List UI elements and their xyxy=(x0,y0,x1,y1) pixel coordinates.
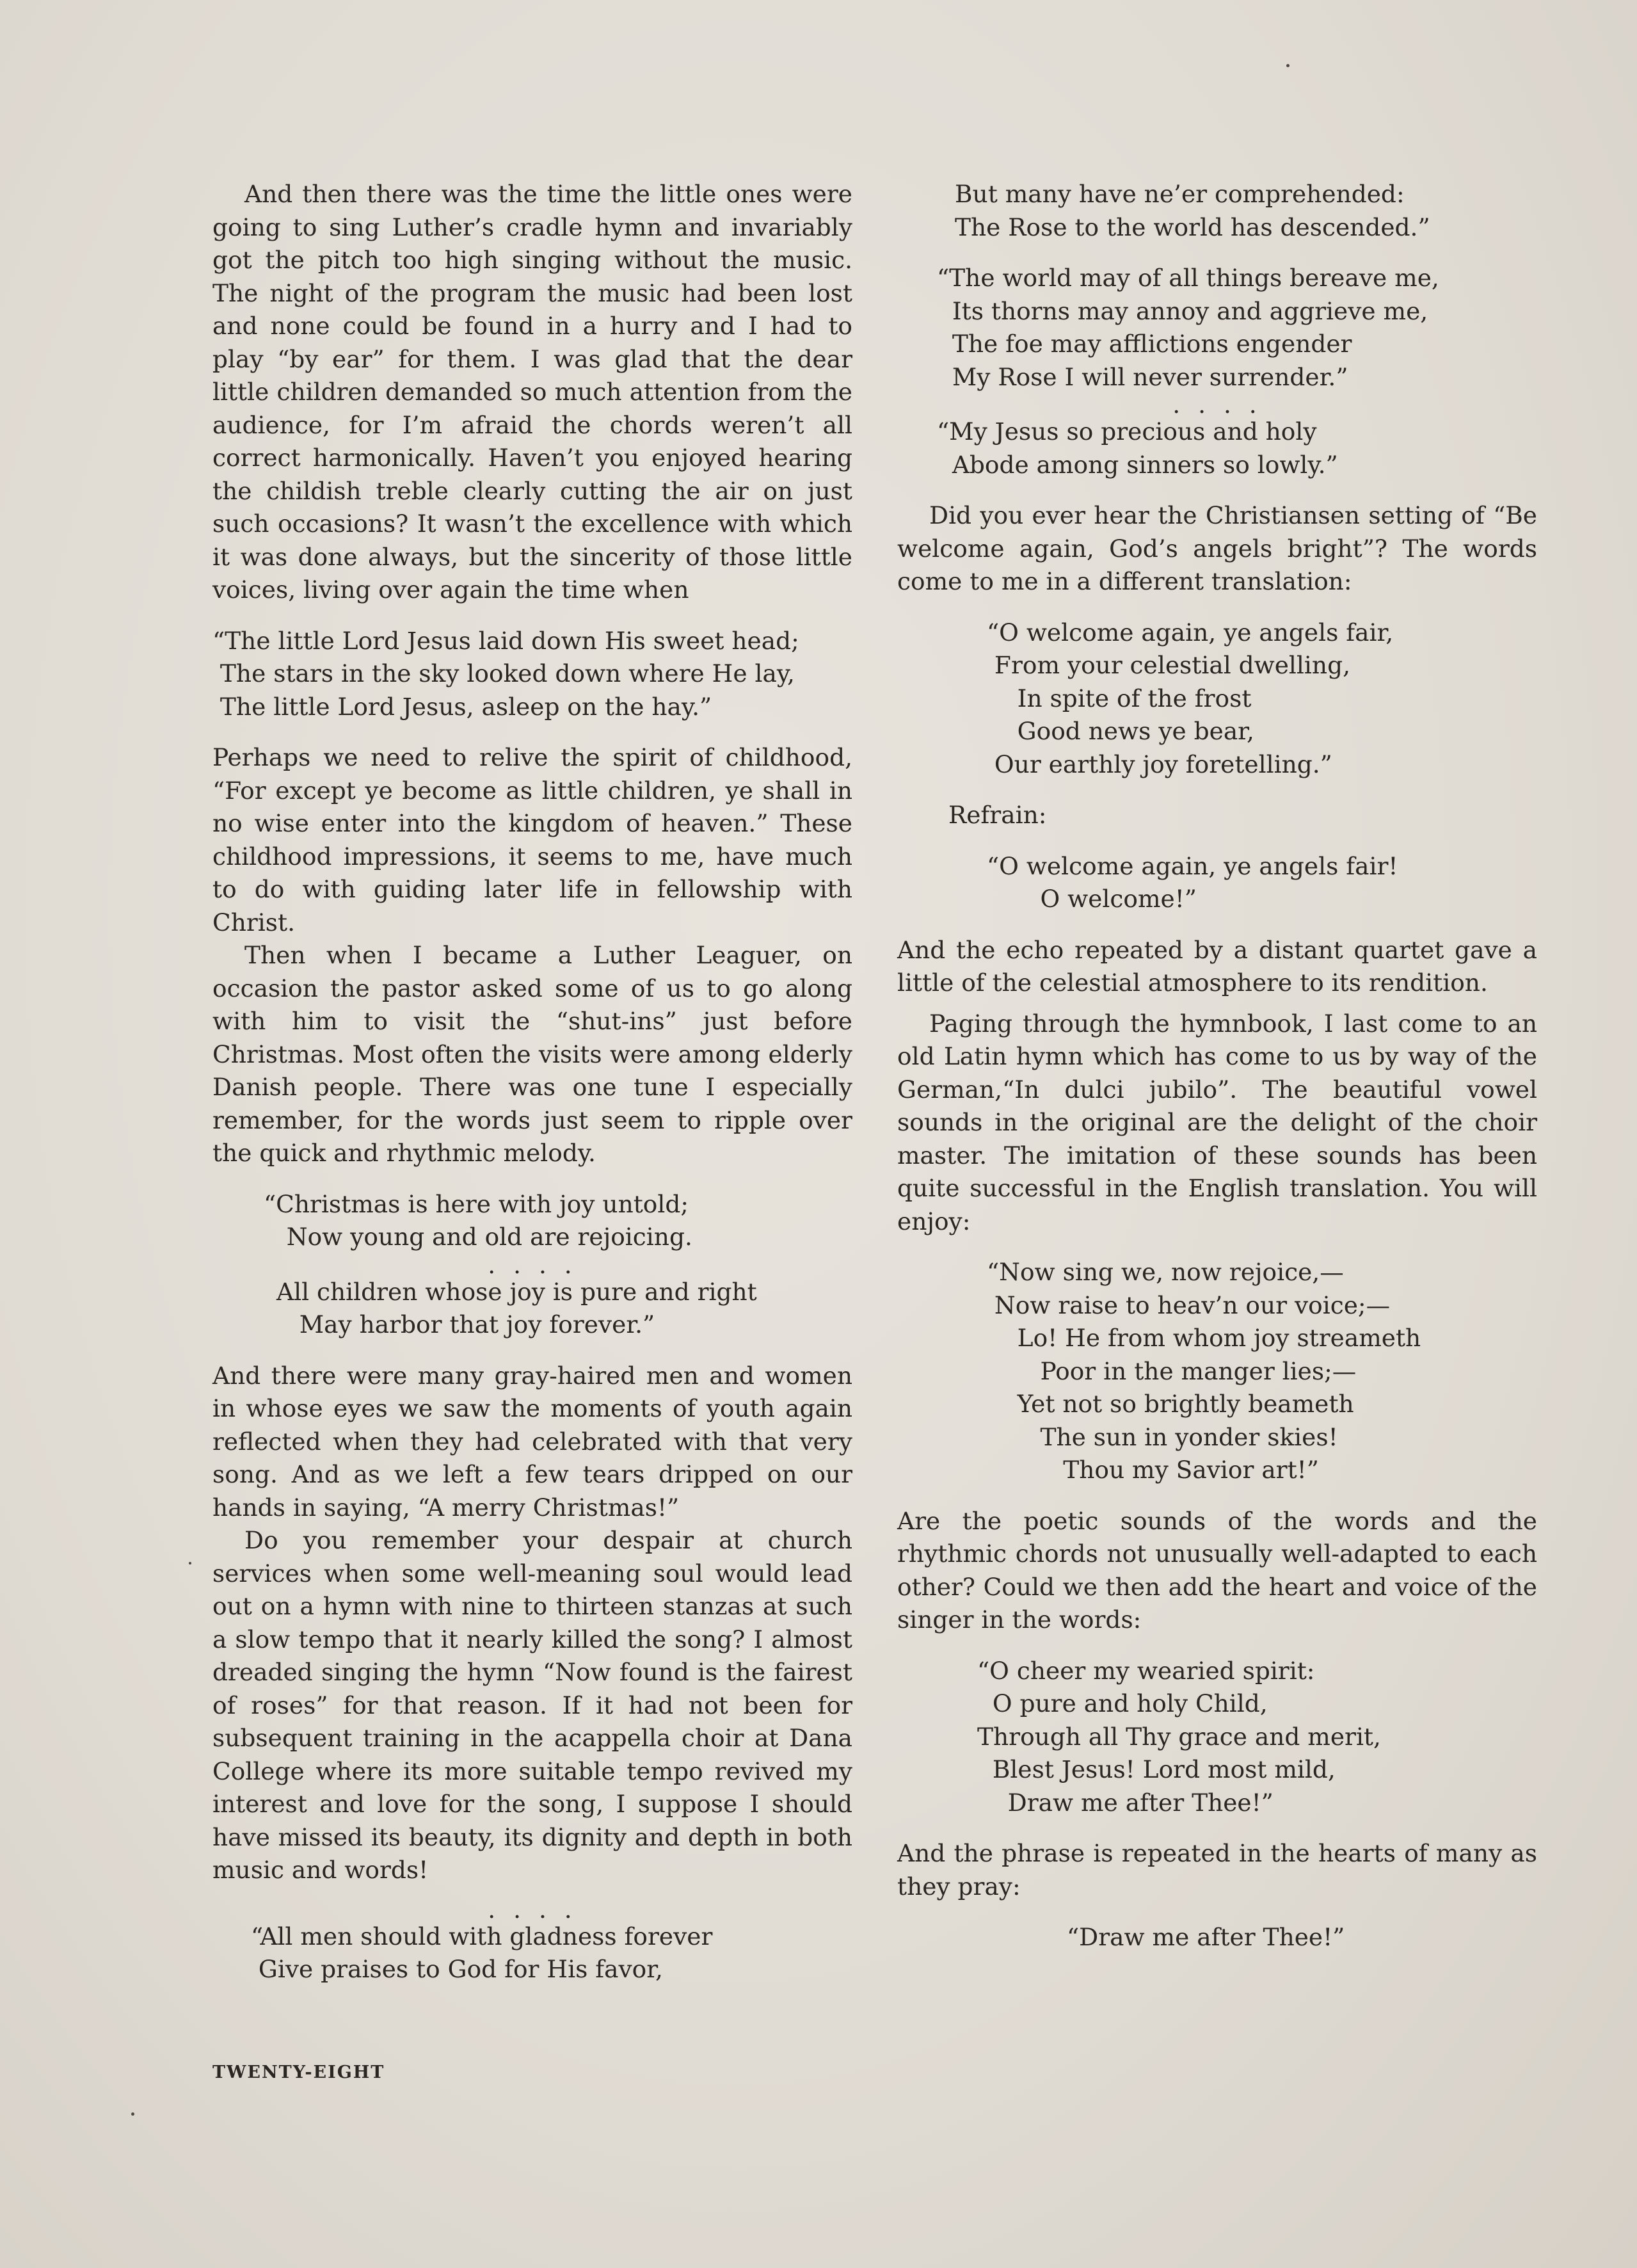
verse-line: Abode among sinners so lowly.” xyxy=(937,450,1338,479)
verse-line: “The little Lord Jesus laid down His sweet head; xyxy=(212,626,799,655)
verse-line: But many have ne’er comprehended: xyxy=(955,180,1405,208)
verse-line: “O welcome again, ye angels fair, xyxy=(987,618,1394,647)
verse-fairest-of-roses xyxy=(251,1895,852,1986)
verse-line: The sun in yonder skies! xyxy=(987,1422,1338,1451)
verse-line: Now young and old are rejoicing. xyxy=(264,1223,692,1251)
verse-refrain xyxy=(987,850,1537,916)
paragraph: And the phrase is repeated in the hearts of many as they pray: xyxy=(897,1839,1537,1901)
verse-line: The Rose to the world has descended.” xyxy=(955,213,1430,241)
paragraph: And there were many gray-haired men and women in whose eyes we saw the moments of youth again reflected when they had celebrated with that very song. And as we left a few tears dripped on our hands in saying, “A merry Christmas!” xyxy=(212,1361,852,1522)
verse-line: Our earthly joy foretelling.” xyxy=(987,750,1332,778)
paragraph: And then there was the time the little ones were going to sing Luther’s cradle hymn and invariably got the pitch too high singing without the music. The night of the program the music had been lost and none could be found in a hurry and I had to play “by ear” for them. I was glad that the dear little children demanded so much attention from the audience, for I’m afraid the chords weren’t all correct harmonically. Haven’t you enjoyed hearing the childish treble clearly cutting the air on just such occasions? It wasn’t the excellence with which it was done always, but the sincerity of those little voices, living over again the time when xyxy=(212,180,852,604)
verse-christmas-is-here xyxy=(264,1188,852,1342)
left-column xyxy=(212,178,852,1986)
verse-line: “Now sing we, now rejoice,— xyxy=(987,1258,1344,1286)
paper-speck xyxy=(131,2112,134,2116)
page-number-footer: TWENTY-EIGHT xyxy=(212,2063,385,2082)
verse-line: In spite of the frost xyxy=(987,684,1252,712)
paragraph: Are the poetic sounds of the words and the rhythmic chords not unusually well-adapted to each other? Could we then add the heart and voice of the singer in the words: xyxy=(897,1506,1537,1634)
verse-line: “O welcome again, ye angels fair! xyxy=(987,851,1398,880)
verse-rose-continued xyxy=(955,178,1537,244)
verse-draw-me xyxy=(1067,1921,1537,1954)
verse-line: From your celestial dwelling, xyxy=(987,651,1350,679)
verse-line: “All men should with gladness forever xyxy=(251,1922,713,1950)
paper-speck xyxy=(189,1562,191,1564)
verse-cradle-hymn xyxy=(212,625,852,724)
verse-line: Yet not so brightly beameth xyxy=(987,1390,1354,1418)
paragraph: Paging through the hymnbook, I last come to an old Latin hymn which has come to us by way of the German,“In dulci jubilo”. The beautiful vowel sounds in the original are the delight of the choir master. The imitation of these sounds has been quite successful in the English translation. You will enjoy: xyxy=(897,1009,1537,1235)
verse-line: Draw me after Thee!” xyxy=(977,1788,1274,1817)
right-column xyxy=(897,178,1537,1954)
verse-welcome-again xyxy=(987,616,1537,782)
paragraph: Did you ever hear the Christiansen setting of “Be welcome again, God’s angels bright”? The words come to me in a different translation: xyxy=(897,501,1537,595)
verse-line: O welcome!” xyxy=(987,885,1197,913)
verse-line: Good news ye bear, xyxy=(987,717,1254,745)
paragraph: And the echo repeated by a distant quartet gave a little of the celestial atmosphere to its rendition. xyxy=(897,935,1537,997)
paragraph: Then when I became a Luther Leaguer, on occasion the pastor asked some of us to go along with him to visit the “shut-ins” just before Christmas. Most often the visits were among elderly Danish people. There was one tune I especially remember, for the words just seem to ripple over the quick and rhythmic melody. xyxy=(212,941,852,1167)
paragraph: Perhaps we need to relive the spirit of childhood, “For except ye become as little children, ye shall in no wise enter into the kingdom of heaven.” These childhood impressions, it seems to me, have much to do with guiding later life in fellowship with Christ. xyxy=(212,743,852,937)
verse-in-dulci-jubilo xyxy=(987,1256,1537,1487)
verse-line: Give praises to God for His favor, xyxy=(251,1955,663,1983)
ellipsis-separator: . . . . xyxy=(488,1895,577,1924)
verse-line: Lo! He from whom joy streameth xyxy=(987,1324,1421,1352)
verse-line: Thou my Savior art!” xyxy=(987,1456,1319,1484)
verse-line: “The world may of all things bereave me, xyxy=(937,264,1439,292)
verse-line: May harbor that joy forever.” xyxy=(276,1310,655,1339)
ellipsis-separator: . . . . xyxy=(1172,390,1262,419)
verse-line: “Christmas is here with joy untold; xyxy=(264,1189,689,1218)
paper-speck xyxy=(1286,64,1290,67)
verse-line: Now raise to heav’n our voice;— xyxy=(987,1291,1391,1319)
verse-line: “Draw me after Thee!” xyxy=(1067,1923,1345,1951)
verse-line: O pure and holy Child, xyxy=(977,1689,1268,1717)
verse-line: “My Jesus so precious and holy xyxy=(937,417,1317,446)
verse-line: The foe may afflictions engender xyxy=(937,330,1352,358)
paragraph: Do you remember your despair at church services when some well-meaning soul would lead out on a hymn with nine to thirteen stanzas at such a slow tempo that it nearly killed the song? I almost dreaded singing the hymn “Now found is the fairest of roses” for that reason. If it had not been for subsequent training in the acappella choir at Dana College where its more suitable tempo revived my interest and love for the song, I suppose I should have missed its beauty, its dignity and depth in both music and words! xyxy=(212,1526,852,1884)
verse-line: The stars in the sky looked down where He lay, xyxy=(212,659,795,688)
verse-my-jesus xyxy=(937,415,1537,481)
ellipsis-separator: . . . . xyxy=(488,1250,577,1279)
verse-line: Blest Jesus! Lord most mild, xyxy=(977,1755,1336,1783)
verse-world-may-bereave xyxy=(937,262,1537,419)
refrain-label: Refrain: xyxy=(948,801,1047,829)
verse-line: My Rose I will never surrender.” xyxy=(937,362,1348,391)
verse-line: All children whose joy is pure and right xyxy=(276,1277,757,1306)
verse-line: Poor in the manger lies;— xyxy=(987,1356,1357,1385)
verse-line: Through all Thy grace and merit, xyxy=(977,1722,1381,1751)
verse-cheer-my-spirit xyxy=(977,1655,1537,1820)
verse-line: Its thorns may annoy and aggrieve me, xyxy=(937,296,1428,325)
verse-line: The little Lord Jesus, asleep on the hay.” xyxy=(212,692,712,721)
verse-line: “O cheer my wearied spirit: xyxy=(977,1656,1315,1685)
